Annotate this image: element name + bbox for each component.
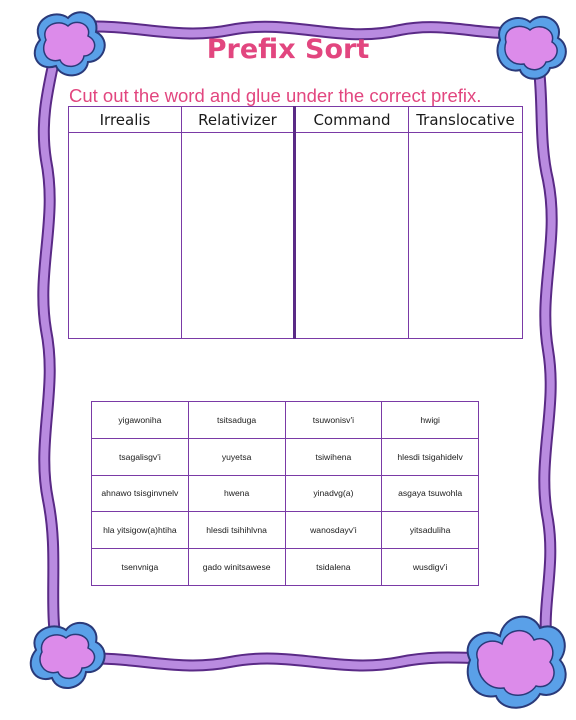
word-card: wusdigv'i — [382, 549, 479, 586]
glue-area-command — [295, 133, 409, 339]
prefix-sort-table — [68, 106, 523, 339]
sort-table-body-row — [69, 133, 523, 339]
sort-table-header-row — [69, 107, 523, 133]
worksheet-title: Prefix Sort — [206, 34, 370, 65]
word-card: hla yitsigow(a)htiha — [92, 512, 189, 549]
flower-icon-bottom-left — [31, 623, 105, 688]
word-card: tsuwonisv'i — [285, 402, 382, 439]
glue-area-irrealis — [69, 133, 182, 339]
word-card: tsenvniga — [92, 549, 189, 586]
glue-area-translocative — [409, 133, 523, 339]
word-card: wanosdayv'i — [285, 512, 382, 549]
instructions: Cut out the word and glue under the correct prefix. — [69, 85, 482, 106]
flower-icon-bottom-right — [468, 617, 566, 708]
word-card: gado winitsawese — [188, 549, 285, 586]
word-card: hlesdi tsihihlvna — [188, 512, 285, 549]
word-card: yitsaduliha — [382, 512, 479, 549]
word-bank-row — [92, 438, 479, 475]
word-card: ahnawo tsisginvnelv — [92, 475, 189, 512]
glue-area-relativizer — [182, 133, 295, 339]
word-bank-row — [92, 475, 479, 512]
column-header-command: Command — [295, 107, 409, 133]
word-bank-row — [92, 549, 479, 586]
word-card: yinadvg(a) — [285, 475, 382, 512]
word-card: hwena — [188, 475, 285, 512]
column-header-relativizer: Relativizer — [182, 107, 295, 133]
word-card: hlesdi tsigahidelv — [382, 438, 479, 475]
word-card: hwigi — [382, 402, 479, 439]
column-header-translocative: Translocative — [409, 107, 523, 133]
word-card: asgaya tsuwohla — [382, 475, 479, 512]
word-card: tsidalena — [285, 549, 382, 586]
word-card: yigawoniha — [92, 402, 189, 439]
word-bank-row — [92, 512, 479, 549]
word-card: tsitsaduga — [188, 402, 285, 439]
word-card: yuyetsa — [188, 438, 285, 475]
column-header-irrealis: Irrealis — [69, 107, 182, 133]
word-bank-row — [92, 402, 479, 439]
word-card: tsagalisgv'i — [92, 438, 189, 475]
word-bank-table — [91, 401, 479, 586]
word-card: tsiwihena — [285, 438, 382, 475]
